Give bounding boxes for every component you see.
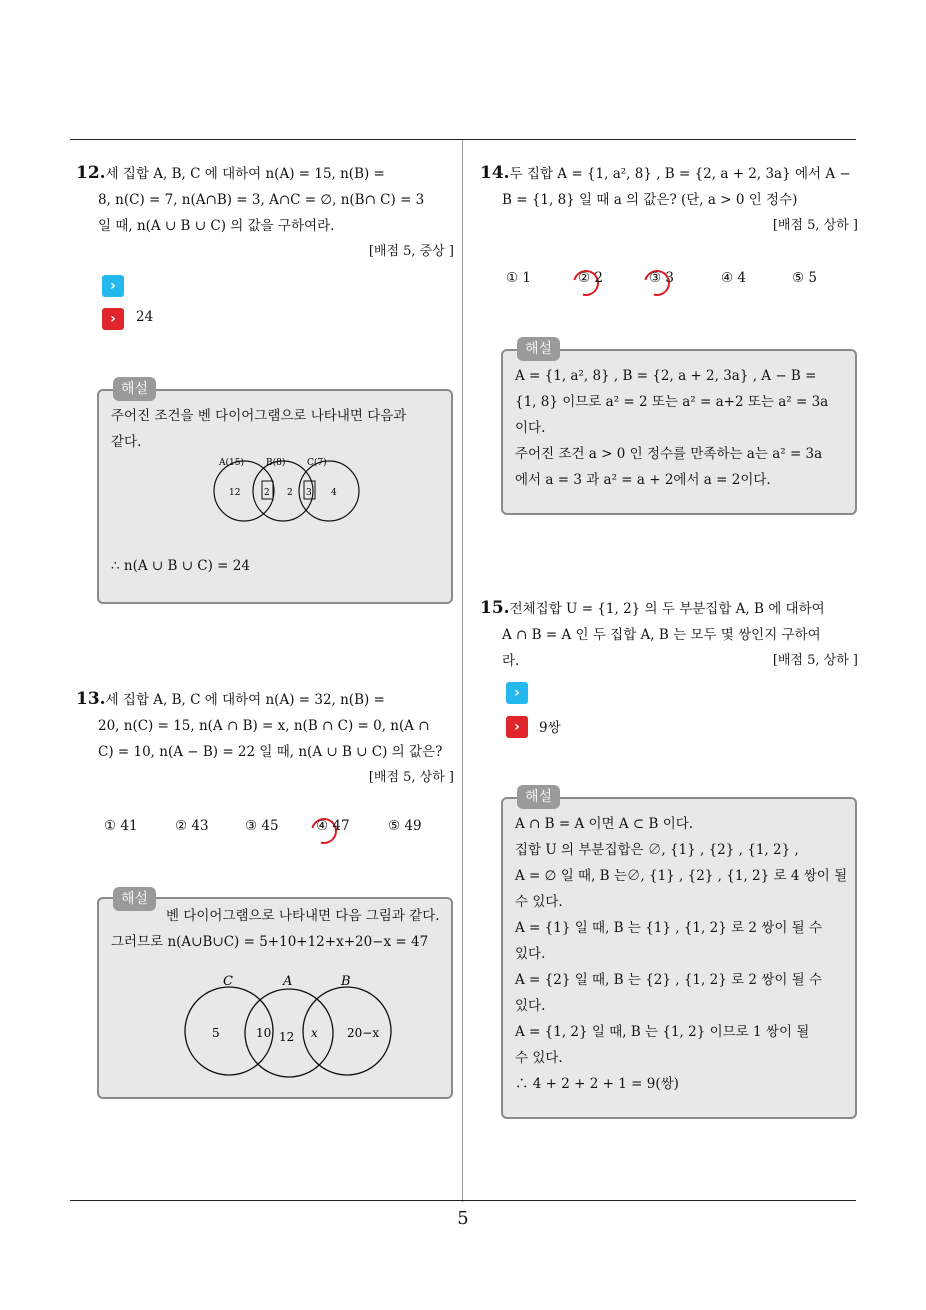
chevron-right-icon: › — [506, 716, 528, 738]
explanation-line: 이다. — [515, 420, 546, 436]
question-line: A ∩ B = A 인 두 집합 A, B 는 모두 몇 쌍인지 구하여 — [502, 627, 821, 643]
explanation-line: A = {1} 일 때, B 는 {1} , {1, 2} 로 2 쌍이 될 수 — [515, 920, 823, 936]
venn-value: 12 — [229, 488, 241, 498]
venn-diagram — [111, 961, 441, 1091]
question-14 — [480, 160, 858, 239]
answer-text: 9쌍 — [539, 720, 561, 736]
question-line: 세 집합 A, B, C 에 대하여 n(A) = 32, n(B) = — [105, 692, 385, 708]
explanation-box — [501, 341, 857, 515]
explanation-line: 그러므로 n(A∪B∪C) = 5+10+12+x+20−x = 47 — [111, 934, 429, 950]
choice-1[interactable]: ① 41 — [104, 818, 138, 834]
explanation-line: 있다. — [515, 946, 546, 962]
explanation-line: 수 있다. — [515, 1050, 563, 1066]
venn-label: B(8) — [266, 458, 286, 468]
question-line: 전체집합 U = {1, 2} 의 두 부분집합 A, B 에 대하여 — [509, 601, 825, 617]
chevron-right-icon: › — [102, 308, 124, 330]
explanation-line: 벤 다이어그램으로 나타내면 다음 그림과 같다. — [166, 908, 440, 924]
explanation-tag: 해설 — [113, 377, 156, 401]
score-label: [배점 5, 상하 ] — [368, 770, 454, 785]
question-number: 12. — [76, 163, 106, 183]
question-line: 8, n(C) = 7, n(A∩B) = 3, A∩C = ∅, n(B∩ C) = 3 — [98, 192, 425, 208]
chevron-right-icon: › — [506, 682, 528, 704]
question-line: 라. — [502, 653, 520, 669]
score-label: [배점 5, 상하 ] — [772, 653, 858, 668]
choice-5[interactable]: ⑤ 5 — [792, 270, 817, 286]
question-line: 20, n(C) = 15, n(A ∩ B) = x, n(B ∩ C) = 0, n(A ∩ — [98, 718, 430, 734]
venn-value: 3 — [306, 488, 312, 498]
venn-diagram — [111, 455, 441, 537]
venn-label: B — [341, 974, 351, 989]
choice-1[interactable]: ① 1 — [506, 270, 531, 286]
explanation-line: 에서 a = 3 과 a² = a + 2에서 a = 2이다. — [515, 472, 771, 488]
explanation-tag: 해설 — [113, 887, 156, 911]
score-label: [배점 5, 상하 ] — [772, 218, 858, 233]
answer-text: 24 — [136, 309, 154, 325]
score-label: [배점 5, 중상 ] — [368, 244, 454, 259]
question-number: 15. — [480, 598, 510, 618]
chevron-right-icon: › — [102, 275, 124, 297]
column-divider — [462, 140, 463, 1202]
explanation-line: A = {1, 2} 일 때, B 는 {1, 2} 이므로 1 쌍이 될 — [515, 1024, 810, 1040]
explanation-line: A = {1, a², 8} , B = {2, a + 2, 3a} , A − B = — [515, 368, 817, 384]
explanation-line: {1, 8} 이므로 a² = 2 또는 a² = a+2 또는 a² = 3a — [515, 394, 829, 410]
explanation-tag: 해설 — [517, 337, 560, 361]
venn-value: 10 — [256, 1026, 272, 1040]
venn-value: 5 — [212, 1026, 220, 1040]
explanation-line: 집합 U 의 부분집합은 ∅, {1} , {2} , {1, 2} , — [515, 842, 799, 858]
explanation-box — [501, 789, 857, 1119]
explanation-line: 같다. — [111, 434, 142, 450]
bottom-rule — [70, 1200, 856, 1201]
explanation-line: 주어진 조건 a > 0 인 정수를 만족하는 a는 a² = 3a — [515, 446, 823, 462]
explanation-box — [97, 891, 453, 1099]
venn-value: 20−x — [347, 1026, 380, 1040]
top-rule — [70, 139, 856, 140]
explanation-line: ∴ 4 + 2 + 2 + 1 = 9(쌍) — [515, 1076, 679, 1092]
choice-2[interactable]: ② 43 — [175, 818, 209, 834]
question-number: 14. — [480, 163, 510, 183]
question-number: 13. — [76, 689, 106, 709]
venn-label: A(15) — [219, 458, 244, 468]
question-line: 두 집합 A = {1, a², 8} , B = {2, a + 2, 3a} 에서 A − — [509, 166, 851, 182]
explanation-box — [97, 381, 453, 604]
explanation-tag: 해설 — [517, 785, 560, 809]
venn-value: 2 — [287, 488, 293, 498]
question-line: C) = 10, n(A − B) = 22 일 때, n(A ∪ B ∪ C) 의 값은? — [98, 744, 443, 760]
question-13 — [76, 686, 454, 791]
venn-label: C(7) — [307, 458, 327, 468]
page-number: 5 — [457, 1208, 469, 1229]
question-15 — [480, 595, 858, 674]
venn-value: x — [311, 1026, 318, 1040]
choice-3[interactable]: ③ 45 — [245, 818, 279, 834]
venn-label: A — [283, 974, 293, 989]
conclusion-line: ∴ n(A ∪ B ∪ C) = 24 — [111, 558, 250, 574]
question-line: 일 때, n(A ∪ B ∪ C) 의 값을 구하여라. — [98, 218, 335, 234]
explanation-line: 주어진 조건을 벤 다이어그램으로 나타내면 다음과 — [111, 408, 407, 424]
choice-5[interactable]: ⑤ 49 — [388, 818, 422, 834]
choice-4[interactable]: ④ 4 — [721, 270, 746, 286]
venn-label: C — [223, 974, 233, 989]
explanation-line: A = ∅ 일 때, B 는∅, {1} , {2} , {1, 2} 로 4 쌍이 될 — [515, 868, 848, 884]
explanation-line: 수 있다. — [515, 894, 563, 910]
explanation-line: 있다. — [515, 998, 546, 1014]
question-line: B = {1, 8} 일 때 a 의 값은? (단, a > 0 인 정수) — [502, 192, 798, 208]
venn-value: 2 — [264, 488, 270, 498]
explanation-line: A ∩ B = A 이면 A ⊂ B 이다. — [515, 816, 694, 832]
question-12 — [76, 160, 454, 265]
venn-value: 4 — [331, 488, 337, 498]
question-line: 세 집합 A, B, C 에 대하여 n(A) = 15, n(B) = — [105, 166, 385, 182]
venn-value: 12 — [279, 1030, 295, 1044]
explanation-line: A = {2} 일 때, B 는 {2} , {1, 2} 로 2 쌍이 될 수 — [515, 972, 823, 988]
